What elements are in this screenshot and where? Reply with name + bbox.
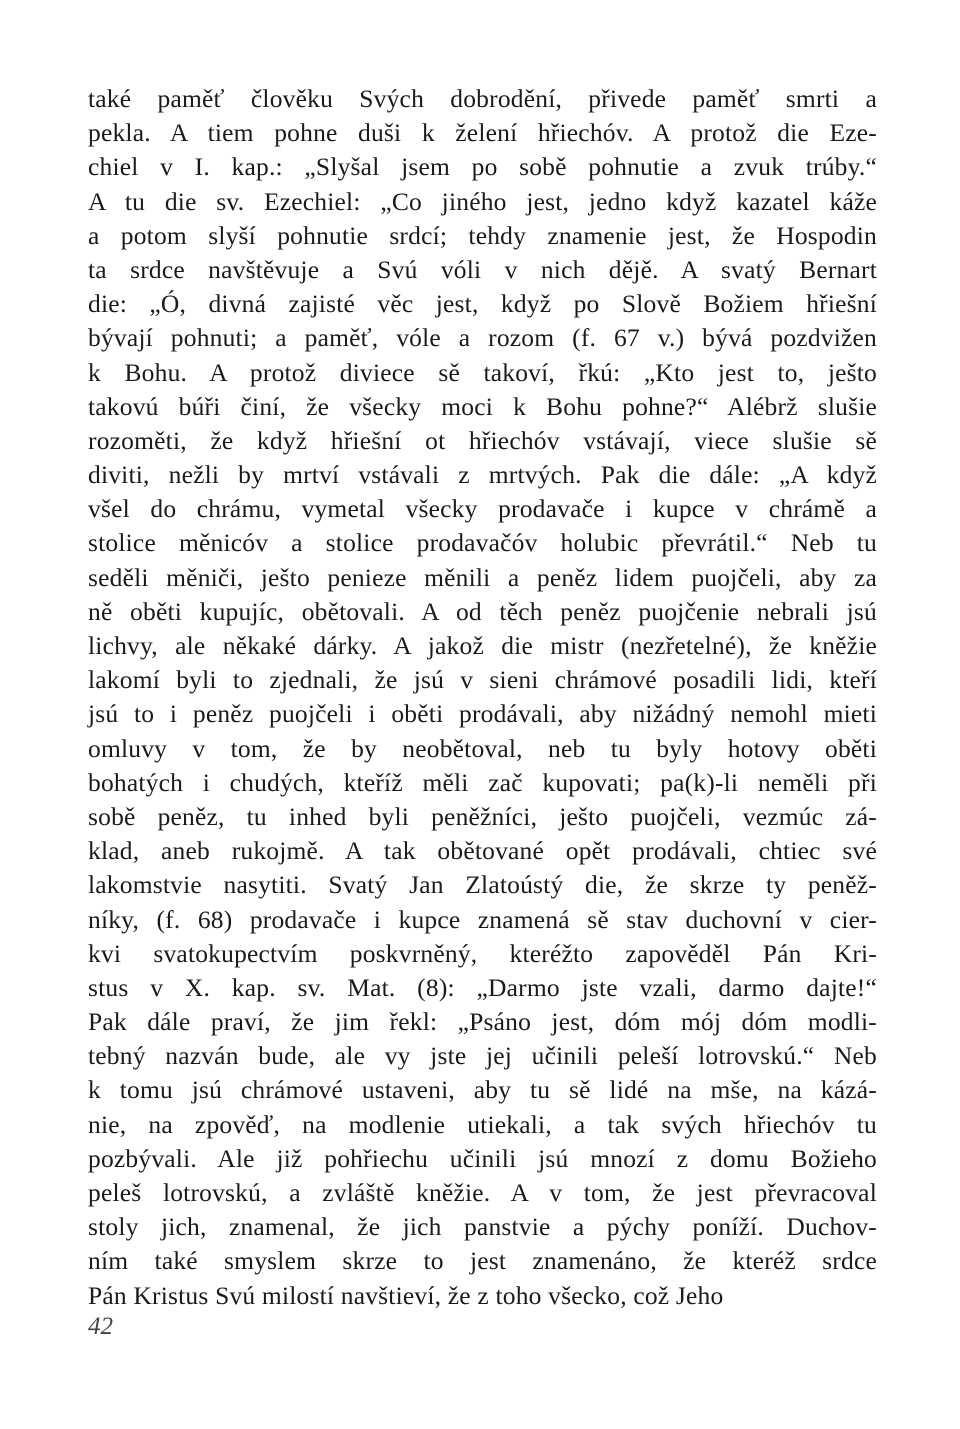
text-line-32: pozbývali. Ale již pohřiechu učinili jsú mnozí z domu Božieho xyxy=(88,1143,877,1173)
text-line-31: nie, na zpověď, na modlenie utiekali, a tak svých hřiechóv tu xyxy=(88,1109,877,1139)
body-text xyxy=(88,82,877,1313)
text-line-19: jsú to i peněz puojčeli i oběti prodávali, aby nižádný nemohl mieti xyxy=(88,699,877,729)
text-line-9: k Bohu. A protož diviece sě takoví, řkú: „Kto jest to, ješto xyxy=(88,357,877,387)
text-line-17: lichvy, ale někaké dárky. A jakož die mistr (nezřetelné), že kněžie xyxy=(88,631,877,660)
text-line-20: omluvy v tom, že by neobětoval, neb tu byly hotovy oběti xyxy=(88,733,877,763)
text-line-22: sobě peněz, tu inhed byli peněžníci, ješto puojčeli, vezmúc zá- xyxy=(88,801,877,831)
text-line-29: tebný nazván bude, ale vy jste jej učinili peleší lotrovskú.“ Neb xyxy=(88,1041,877,1071)
text-line-7: die: „Ó, divná zajisté věc jest, když po Slově Božiem hřiešní xyxy=(88,289,877,319)
text-line-5: a potom slyší pohnutie srdcí; tehdy znamenie jest, že Hospodin xyxy=(88,220,877,250)
text-line-28: Pak dále praví, že jim řekl: „Psáno jest, dóm mój dóm modli- xyxy=(88,1007,877,1037)
page-number: 42 xyxy=(88,1313,113,1340)
text-line-23: klad, aneb rukojmě. A tak obětované opět prodávali, chtiec své xyxy=(88,836,877,866)
text-line-3: chiel v I. kap.: „Slyšal jsem po sobě pohnutie a zvuk trúby.“ xyxy=(88,152,877,182)
text-line-26: kvi svatokupectvím poskvrněný, kteréžto zapověděl Pán Kri- xyxy=(88,938,877,968)
text-line-1: také paměť člověku Svých dobrodění, přivede paměť smrti a xyxy=(88,84,877,113)
text-line-35: ním také smyslem skrze to jest znamenáno, že kteréž srdce xyxy=(88,1246,877,1276)
text-line-11: rozoměti, že když hřiešní ot hřiechóv vstávají, viece slušie sě xyxy=(88,425,877,455)
text-line-13: všel do chrámu, vymetal všecky prodavače i kupce v chrámě a xyxy=(88,494,877,524)
text-line-4: A tu die sv. Ezechiel: „Co jiného jest, jedno když kazatel káže xyxy=(88,186,877,216)
text-line-30: k tomu jsú chrámové ustaveni, aby tu sě lidé na mše, na kázá- xyxy=(88,1075,877,1105)
text-line-2: pekla. A tiem pohne duši k želení hřiechóv. A protož die Eze- xyxy=(88,118,877,148)
text-line-15: seděli měniči, ješto penieze měnili a peněz lidem puojčeli, aby za xyxy=(88,562,877,592)
text-line-6: ta srdce navštěvuje a Svú vóli v nich dějě. A svatý Bernart xyxy=(88,254,877,284)
text-line-12: diviti, nežli by mrtví vstávali z mrtvých. Pak die dále: „A když xyxy=(88,460,877,490)
text-line-21: bohatých i chudých, kteříž měli zač kupovati; pa(k)-li neměli při xyxy=(88,767,877,797)
text-line-33: peleš lotrovskú, a zvláště kněžie. A v tom, že jest převracoval xyxy=(88,1178,877,1207)
text-line-14: stolice měnicóv a stolice prodavačóv holubic převrátil.“ Neb tu xyxy=(88,528,877,558)
text-line-24: lakomstvie nasytiti. Svatý Jan Zlatoústý die, že skrze ty peněž- xyxy=(88,870,877,900)
text-line-8: bývají pohnuti; a paměť, vóle a rozom (f. 67 v.) bývá pozdvižen xyxy=(88,323,877,353)
text-line-25: níky, (f. 68) prodavače i kupce znamená sě stav duchovní v cier- xyxy=(88,904,877,934)
text-line-16: ně oběti kupujíc, obětovali. A od těch peněz puojčenie nebrali jsú xyxy=(88,596,877,626)
text-line-10: takovú búři činí, že všecky moci k Bohu pohne?“ Alébrž slušie xyxy=(88,391,877,421)
text-line-36: Pán Kristus Svú milostí navštieví, že z toho všecko, což Jeho xyxy=(88,1280,724,1310)
text-line-27: stus v X. kap. sv. Mat. (8): „Darmo jste vzali, darmo dajte!“ xyxy=(88,972,877,1002)
text-line-18: lakomí byli to zjednali, že jsú v sieni chrámové posadili lidi, kteří xyxy=(88,665,877,695)
text-line-34: stoly jich, znamenal, že jich panstvie a pýchy poníží. Duchov- xyxy=(88,1212,877,1242)
